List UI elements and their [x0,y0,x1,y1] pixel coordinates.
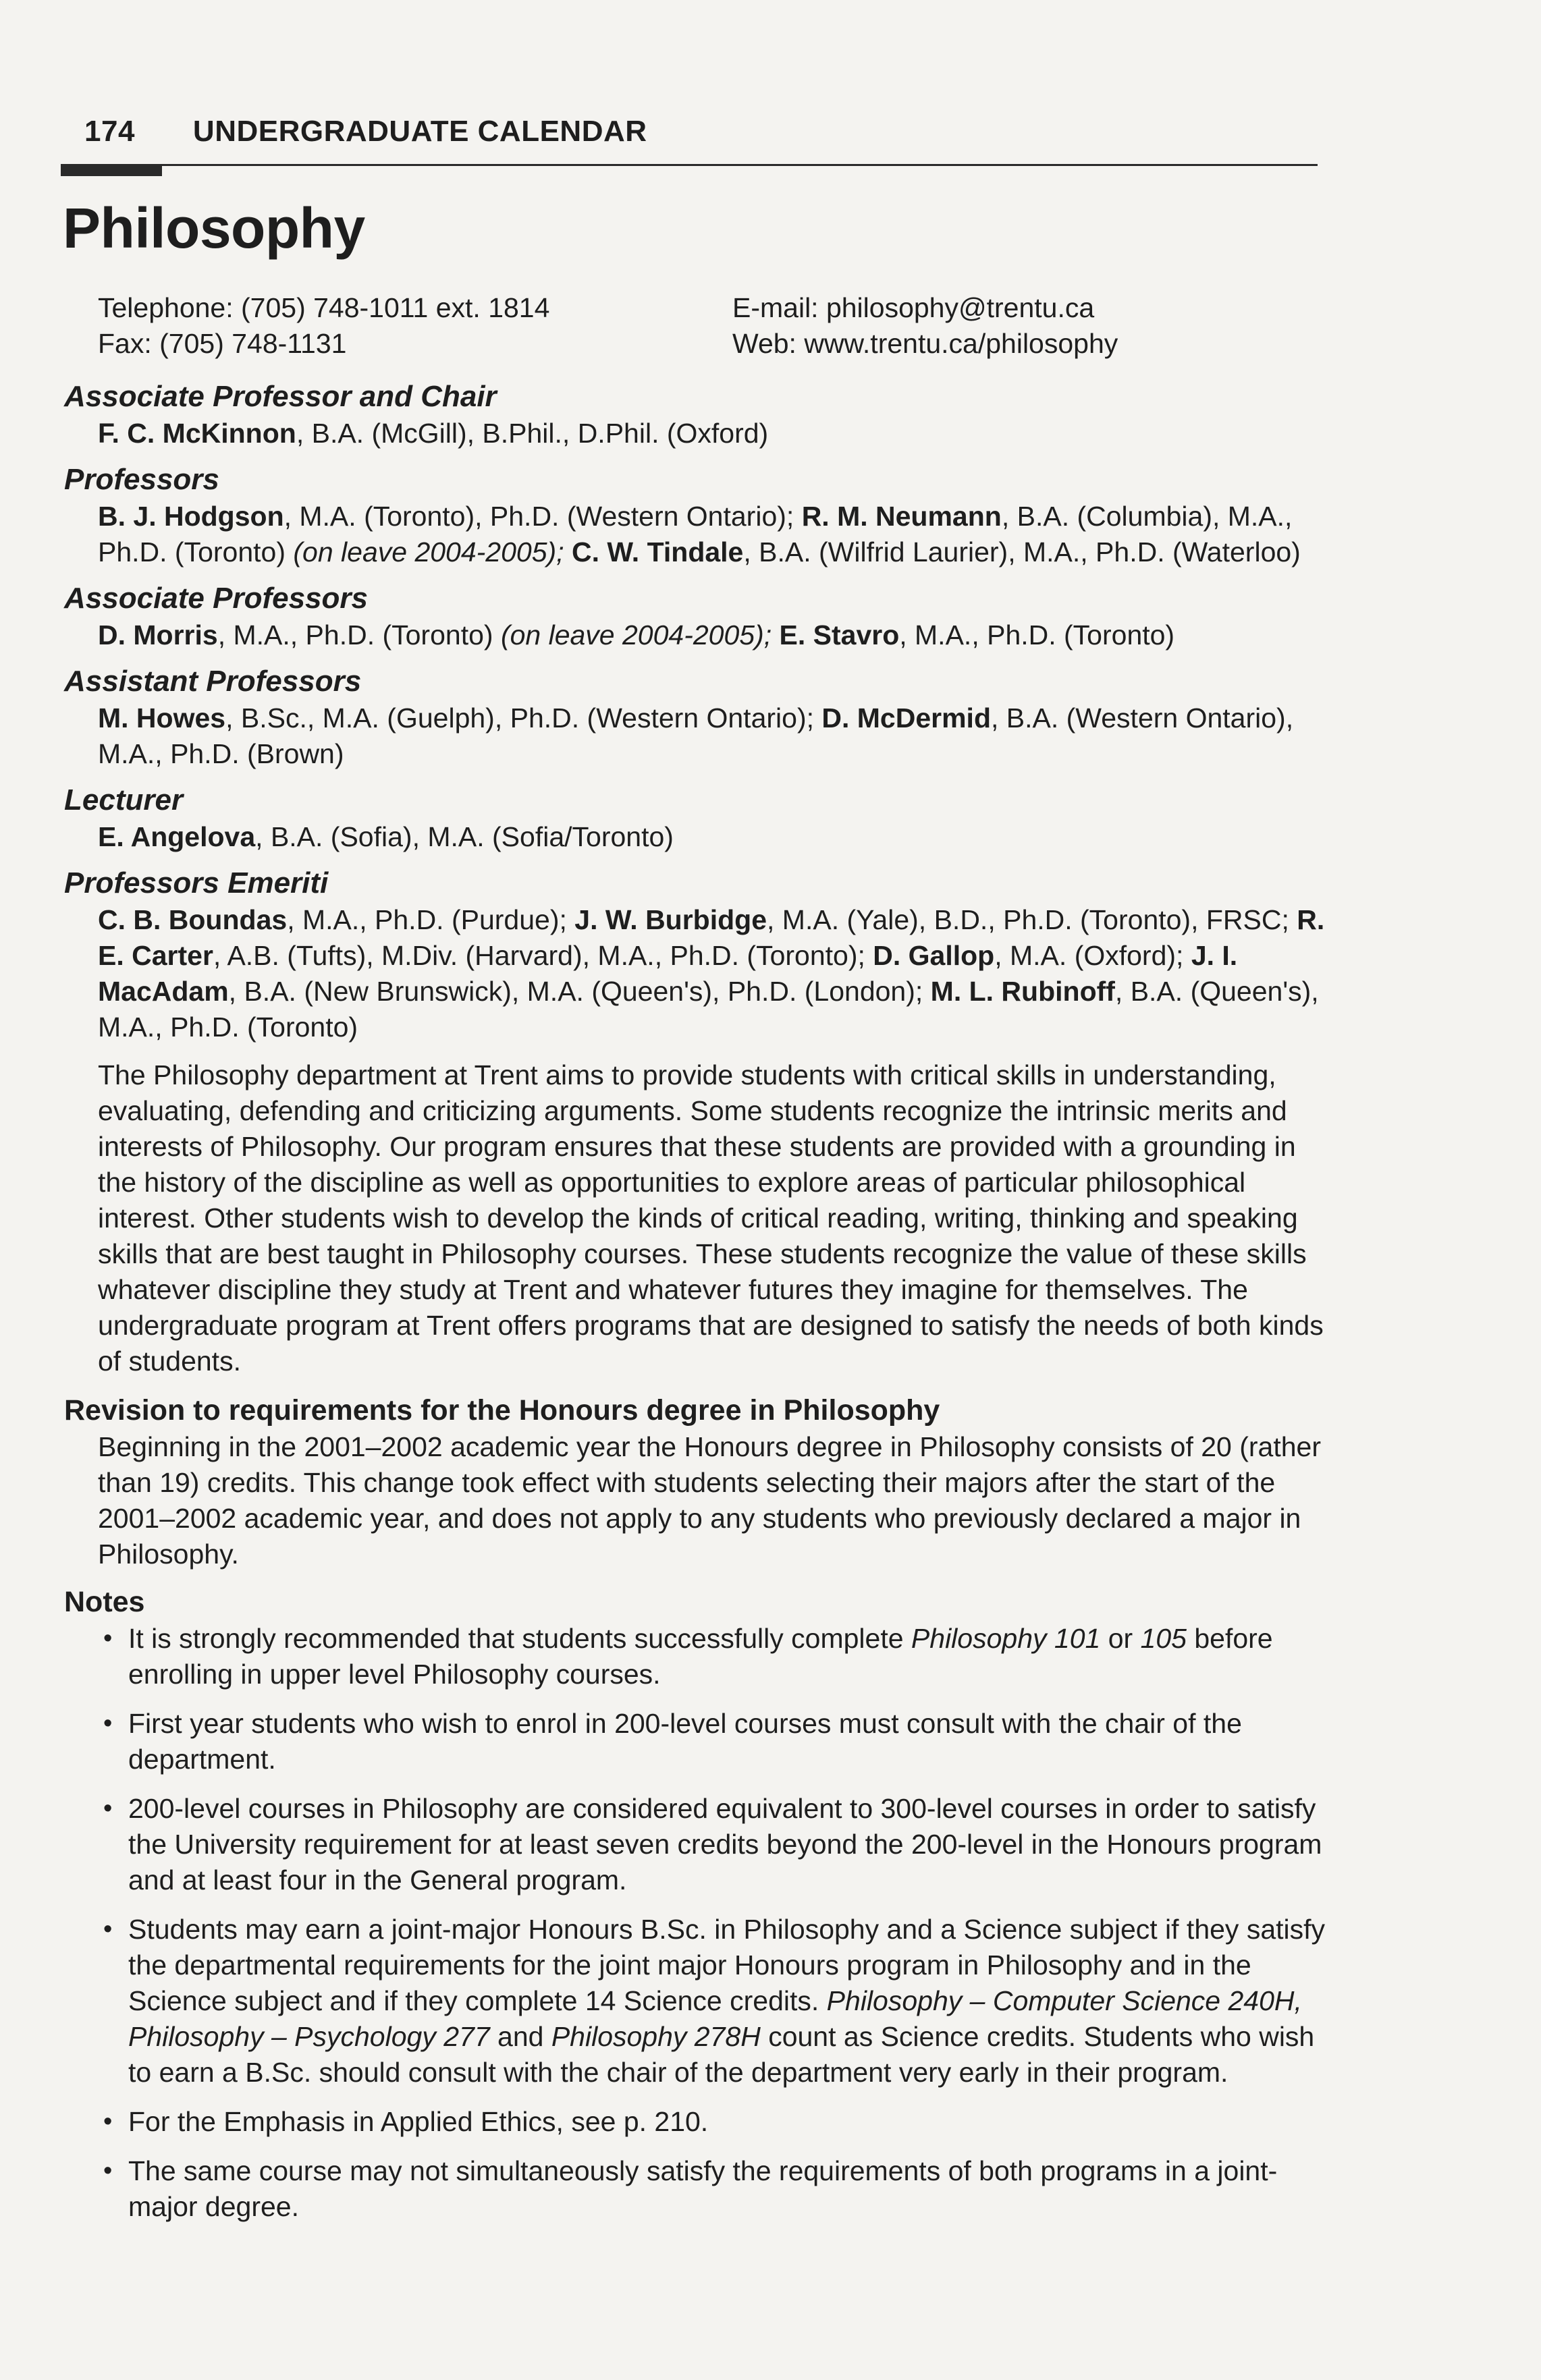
email: E-mail: philosophy@trentu.ca [732,292,1095,323]
list-item [64,1621,1333,1692]
page-number: 174 [84,115,135,148]
list-item [64,1706,1333,1777]
faculty-credentials: , B.A. (Wilfrid Laurier), M.A., Ph.D. (Waterloo) [743,536,1301,568]
assistant-professors-list [98,700,1333,772]
list-item [64,1912,1333,2091]
faculty-credentials: , B.A. (Western Ontario), M.A., Ph.D. (Brown) [98,702,1294,769]
bullet-icon: • [103,1624,113,1653]
faculty-name: M. Howes [98,702,226,734]
bullet-icon: • [103,2107,113,2136]
emeriti-list [98,902,1333,1045]
bullet-icon: • [103,1915,113,1943]
fax: Fax: (705) 748-1131 [98,328,347,359]
main-content [64,378,1333,2238]
course-ref: Philosophy 101 [911,1623,1101,1654]
note-text: 200-level courses in Philosophy are considered equivalent to 300-level courses in order to satisfy the University requirement for at least seven credits beyond the 200-level in the Honours program and at least four in the General program. [128,1793,1322,1895]
faculty-name: M. L. Rubinoff [930,976,1115,1007]
faculty-credentials: , B.A. (Queen's), M.A., Ph.D. (Toronto) [98,976,1319,1043]
bullet-icon: • [103,2157,113,2185]
telephone: Telephone: (705) 748-1011 ext. 1814 [98,292,550,323]
calendar-title: UNDERGRADUATE CALENDAR [192,115,647,148]
separator [772,619,779,651]
note-text: before enrolling in upper level Philosophy courses. [128,1623,1273,1690]
note-text: The same course may not simultaneously satisfy the requirements of both programs in a joint-major degree. [128,2155,1278,2222]
role-professors-emeriti: Professors Emeriti [64,866,329,900]
notes-list [64,1621,1333,2225]
notes-heading: Notes [64,1586,145,1618]
faculty-name: C. W. Tindale [571,536,744,568]
contact-block [98,290,1313,362]
role-professors: Professors [64,463,219,496]
course-ref: 105 [1140,1623,1187,1654]
faculty-name: C. B. Boundas [98,904,288,935]
faculty-credentials: , B.A. (Sofia), M.A. (Sofia/Toronto) [255,821,674,852]
leave-note: (on leave 2004-2005); [293,536,564,568]
web: Web: www.trentu.ca/philosophy [732,328,1118,359]
faculty-name: E. Stavro [779,619,900,651]
faculty-credentials: , B.A. (New Brunswick), M.A. (Queen's), Ph.D. (London); [228,976,931,1007]
faculty-credentials: , M.A. (Oxford); [994,940,1191,971]
note-text: and [489,2021,551,2052]
faculty-name: D. Gallop [873,940,995,971]
faculty-credentials: , B.Sc., M.A. (Guelph), Ph.D. (Western Ontario); [225,702,822,734]
faculty-name: R. E. Carter [98,904,1325,971]
revision-body: Beginning in the 2001–2002 academic year the Honours degree in Philosophy consists of 20 (rather than 19) credits. This change took effect with students selecting their majors after the start of the 2001–2002 academic year, and does not apply to any students who previously declared a major in Philosophy. [98,1431,1321,1570]
faculty-credentials: , M.A., Ph.D. (Toronto) [217,619,501,651]
note-text: For the Emphasis in Applied Ethics, see p. 210. [128,2106,709,2137]
role-chair: Associate Professor and Chair [64,380,497,413]
list-item [64,2104,1333,2140]
department-intro: The Philosophy department at Trent aims to provide students with critical skills in understanding, evaluating, defending and criticizing arguments. Some students recognize the intrinsic merits and interests of Philosophy. Our program ensures that these students are provided with a grounding in the history of the discipline as well as opportunities to explore areas of particular philosophical interest. Other students wish to develop the kinds of critical reading, writing, thinking and speaking skills that are best taught in Philosophy courses. These students recognize the value of these skills whatever discipline they study at Trent and whatever futures they imagine for themselves. The undergraduate program at Trent offers programs that are designed to satisfy the needs of both kinds of students. [98,1059,1324,1377]
faculty-credentials: , A.B. (Tufts), M.Div. (Harvard), M.A., Ph.D. (Toronto); [213,940,873,971]
faculty-credentials: , M.A., Ph.D. (Toronto) [899,619,1175,651]
faculty-name: D. McDermid [821,702,991,734]
course-ref: Philosophy 278H [551,2021,761,2052]
bullet-icon: • [103,1709,113,1738]
contact-online [732,290,1118,362]
professors-list [98,499,1333,570]
course-ref: Philosophy – Computer Science 240H, Philosophy – Psychology 277 [128,1985,1302,2052]
header-tab-mark [61,164,162,176]
faculty-credentials: , M.A., Ph.D. (Purdue); [287,904,575,935]
associate-professors-list [98,617,1333,653]
note-text: or [1100,1623,1141,1654]
list-item [64,1791,1333,1898]
role-associate-professors: Associate Professors [64,582,368,615]
faculty-credentials: , M.A. (Yale), B.D., Ph.D. (Toronto), FRSC; [767,904,1297,935]
bullet-icon: • [103,1794,113,1823]
faculty-name: J. W. Burbidge [574,904,767,935]
role-assistant-professors: Assistant Professors [64,665,362,698]
page-title: Philosophy [63,196,365,260]
faculty-name: B. J. Hodgson [98,501,284,532]
lecturer-list [98,819,1333,855]
faculty-name: D. Morris [98,619,218,651]
running-header [84,115,647,148]
revision-heading: Revision to requirements for the Honours degree in Philosophy [64,1394,940,1427]
faculty-credentials: , B.A. (McGill), B.Phil., D.Phil. (Oxford) [296,418,769,449]
role-lecturer: Lecturer [64,783,184,817]
chair-list [98,416,1333,451]
note-text: Students may earn a joint-major Honours B.Sc. in Philosophy and a Science subject if they satisfy the departmental requirements for the joint major Honours program in Philosophy and in the Science subject and if they complete 14 Science credits. [128,1914,1326,2016]
leave-note: (on leave 2004-2005); [500,619,772,651]
faculty-credentials: , B.A. (Columbia), M.A., Ph.D. (Toronto) [98,501,1293,568]
faculty-name: J. I. MacAdam [98,940,1238,1007]
note-text: It is strongly recommended that students successfully complete [128,1623,911,1654]
list-item [64,2153,1333,2225]
note-text: count as Science credits. Students who wish to earn a B.Sc. should consult with the chair of the department very early in their program. [128,2021,1315,2088]
note-text: First year students who wish to enrol in 200-level courses must consult with the chair of the department. [128,1708,1242,1775]
faculty-name: E. Angelova [98,821,256,852]
separator [564,536,572,568]
faculty-credentials: , M.A. (Toronto), Ph.D. (Western Ontario); [283,501,802,532]
header-rule [61,164,1318,166]
faculty-name: R. M. Neumann [801,501,1002,532]
faculty-name: F. C. McKinnon [98,418,296,449]
